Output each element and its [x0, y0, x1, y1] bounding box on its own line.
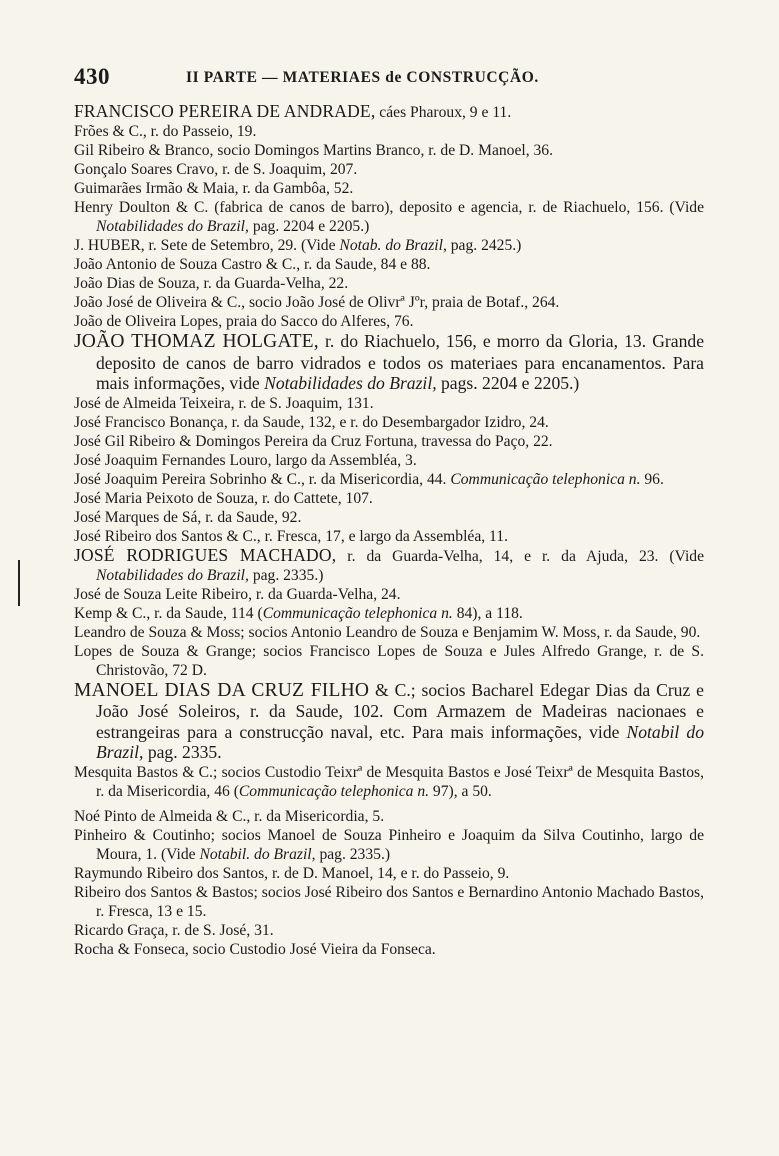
entry-reference: Notabilidades do Brazil, — [264, 373, 437, 393]
entry — [74, 312, 704, 331]
entry-name: JOÃO THOMAZ HOLGATE, — [74, 331, 319, 352]
entry — [74, 394, 704, 413]
entry-reference: Notabil do Brazil, — [96, 721, 704, 762]
entry — [74, 451, 704, 470]
page-header — [74, 64, 714, 90]
entry — [74, 680, 704, 763]
entry — [74, 883, 704, 921]
directory-entries — [74, 102, 704, 959]
entry-text-after: 96. — [640, 470, 664, 488]
entry-text: Ricardo Graça, r. de S. José, 31. — [74, 921, 274, 939]
entry-text: cáes Pharoux, 9 e 11. — [375, 104, 512, 121]
entry-text: Noé Pinto de Almeida & C., r. da Misericordia, 5. — [74, 807, 385, 825]
entry-text: José Joaquim Pereira Sobrinho & C., r. da Misericordia, 44. — [74, 470, 451, 488]
entry-reference: Communicação telephonica n. — [262, 604, 453, 622]
entry — [74, 807, 704, 826]
entry-name: FRANCISCO PEREIRA DE ANDRADE, — [74, 101, 376, 121]
entry-text: Raymundo Ribeiro dos Santos, r. de D. Manoel, 14, e r. do Passeio, 9. — [74, 864, 510, 882]
entry — [74, 179, 704, 198]
entry-text: José Maria Peixoto de Souza, r. do Cattete, 107. — [74, 489, 373, 507]
entry — [74, 141, 704, 160]
entry — [74, 102, 704, 122]
entry-text: Lopes de Souza & Grange; socios Francisco Lopes de Souza e Jules Alfredo Grange, r. de S. Christovão, 72 D. — [74, 642, 704, 679]
entry-text: & C.; socios Bacharel Edegar Dias da Cruz e João José Soleiros, r. da Saude, 102. Com Armazem de Madeiras nacionaes e estrangeiras para a construcção naval, etc. Para mais informações, vide — [96, 679, 704, 742]
entry-text: Henry Doulton & C. (fabrica de canos de barro), deposito e agencia, r. de Riachuelo, 156. (Vide — [74, 199, 704, 216]
entry-text: José Gil Ribeiro & Domingos Pereira da Cruz Fortuna, travessa do Paço, 22. — [74, 432, 553, 450]
entry-text-after: pag. 2204 e 2205.) — [248, 218, 370, 235]
entry — [74, 642, 704, 680]
entry — [74, 585, 704, 604]
entry — [74, 763, 704, 801]
entry-text: Mesquita Bastos & C.; socios Custodio Teixrª de Mesquita Bastos e José Teixrª de Mesquita Bastos, r. da Misericordia, 46 ( — [74, 763, 704, 800]
entry — [74, 413, 704, 432]
entry — [74, 331, 704, 394]
margin-mark — [18, 560, 20, 606]
entry — [74, 122, 704, 141]
page-number: 430 — [74, 64, 110, 89]
entry — [74, 432, 704, 451]
entry — [74, 604, 704, 623]
entry-text: João José de Oliveira & C., socio João José de Olivrª Jºr, praia de Botaf., 264. — [74, 294, 560, 311]
entry-text-after: pag. 2335.) — [248, 566, 324, 584]
entry-text: João Dias de Souza, r. da Guarda-Velha, 22. — [74, 275, 349, 292]
entry-text: José Joaquim Fernandes Louro, largo da Assembléa, 3. — [74, 451, 417, 469]
entry-text: Leandro de Souza & Moss; socios Antonio Leandro de Souza e Benjamim W. Moss, r. da Saude, 90. — [74, 623, 701, 641]
entry — [74, 940, 704, 959]
entry — [74, 826, 704, 864]
entry-reference: Communicação telephonica n. — [238, 782, 430, 800]
entry-reference: Notabilidades do Brazil, — [96, 566, 249, 584]
entry-text: Kemp & C., r. da Saude, 114 ( — [74, 604, 263, 622]
entry-text: José Francisco Bonança, r. da Saude, 132, e r. do Desembargador Izidro, 24. — [74, 413, 549, 431]
entry-text: Gonçalo Soares Cravo, r. de S. Joaquim, 207. — [74, 161, 358, 178]
entry-reference: Notab. do Brazil, — [339, 237, 447, 254]
entry — [74, 274, 704, 293]
entry — [74, 160, 704, 179]
entry — [74, 508, 704, 527]
entry-text: José Marques de Sá, r. da Saude, 92. — [74, 508, 302, 526]
entry-name: JOSÉ RODRIGUES MACHADO, — [74, 544, 337, 565]
entry — [74, 546, 704, 585]
entry-text: João Antonio de Souza Castro & C., r. da Saude, 84 e 88. — [74, 256, 431, 273]
entry-text: r. do Riachuelo, 156, e morro da Gloria, 13. Grande deposito de canos de barro vidrados e todos os materiaes para encanamentos. Para mais informações, vide — [96, 331, 705, 393]
entry-text: José Ribeiro dos Santos & C., r. Fresca, 17, e largo da Assembléa, 11. — [74, 527, 508, 545]
entry — [74, 623, 704, 642]
running-title: II PARTE — MATERIAES de CONSTRUCÇÃO. — [186, 69, 539, 86]
entry-text: José de Almeida Teixeira, r. de S. Joaquim, 131. — [74, 394, 374, 412]
entry-text-after: pag. 2425.) — [446, 237, 522, 254]
entry-name: MANOEL DIAS DA CRUZ FILHO — [74, 679, 370, 701]
entry-text-after: 97), a 50. — [429, 782, 492, 800]
entry-text-after: pags. 2204 e 2205.) — [436, 373, 580, 393]
entry-text: Gil Ribeiro & Branco, socio Domingos Martins Branco, r. de D. Manoel, 36. — [74, 142, 554, 159]
entry-text: Frões & C., r. do Passeio, 19. — [74, 123, 257, 140]
entry-text: Ribeiro dos Santos & Bastos; socios José Ribeiro dos Santos e Bernardino Antonio Machado Bastos, r. Fresca, 13 e 15. — [74, 883, 704, 920]
entry-text-after: pag. 2335.) — [315, 845, 391, 863]
entry-text: Pinheiro & Coutinho; socios Manoel de Souza Pinheiro e Joaquim da Silva Coutinho, largo de Moura, 1. (Vide — [74, 826, 704, 863]
entry — [74, 470, 704, 489]
entry-reference: Notabil. do Brazil, — [199, 845, 316, 863]
entry-text: Guimarães Irmão & Maia, r. da Gambôa, 52. — [74, 180, 354, 197]
entry — [74, 293, 704, 312]
entry-text: J. HUBER, r. Sete de Setembro, 29. (Vide — [74, 237, 340, 254]
entry-reference: Notabilidades do Brazil, — [96, 218, 249, 235]
entry-text: José de Souza Leite Ribeiro, r. da Guarda-Velha, 24. — [74, 585, 401, 603]
entry-text: Rocha & Fonseca, socio Custodio José Vieira da Fonseca. — [74, 940, 436, 958]
entry — [74, 489, 704, 508]
entry — [74, 236, 704, 255]
entry — [74, 255, 704, 274]
entry — [74, 198, 704, 236]
entry-text: João de Oliveira Lopes, praia do Sacco do Alferes, 76. — [74, 313, 414, 330]
entry-text: r. da Guarda-Velha, 14, e r. da Ajuda, 23. (Vide — [336, 547, 704, 565]
entry-text-after: 84), a 118. — [452, 604, 523, 622]
entry-reference: Communicação telephonica n. — [450, 470, 641, 488]
entry — [74, 921, 704, 940]
entry — [74, 527, 704, 546]
entry — [74, 864, 704, 883]
entry-text-after: pag. 2335. — [143, 742, 222, 762]
